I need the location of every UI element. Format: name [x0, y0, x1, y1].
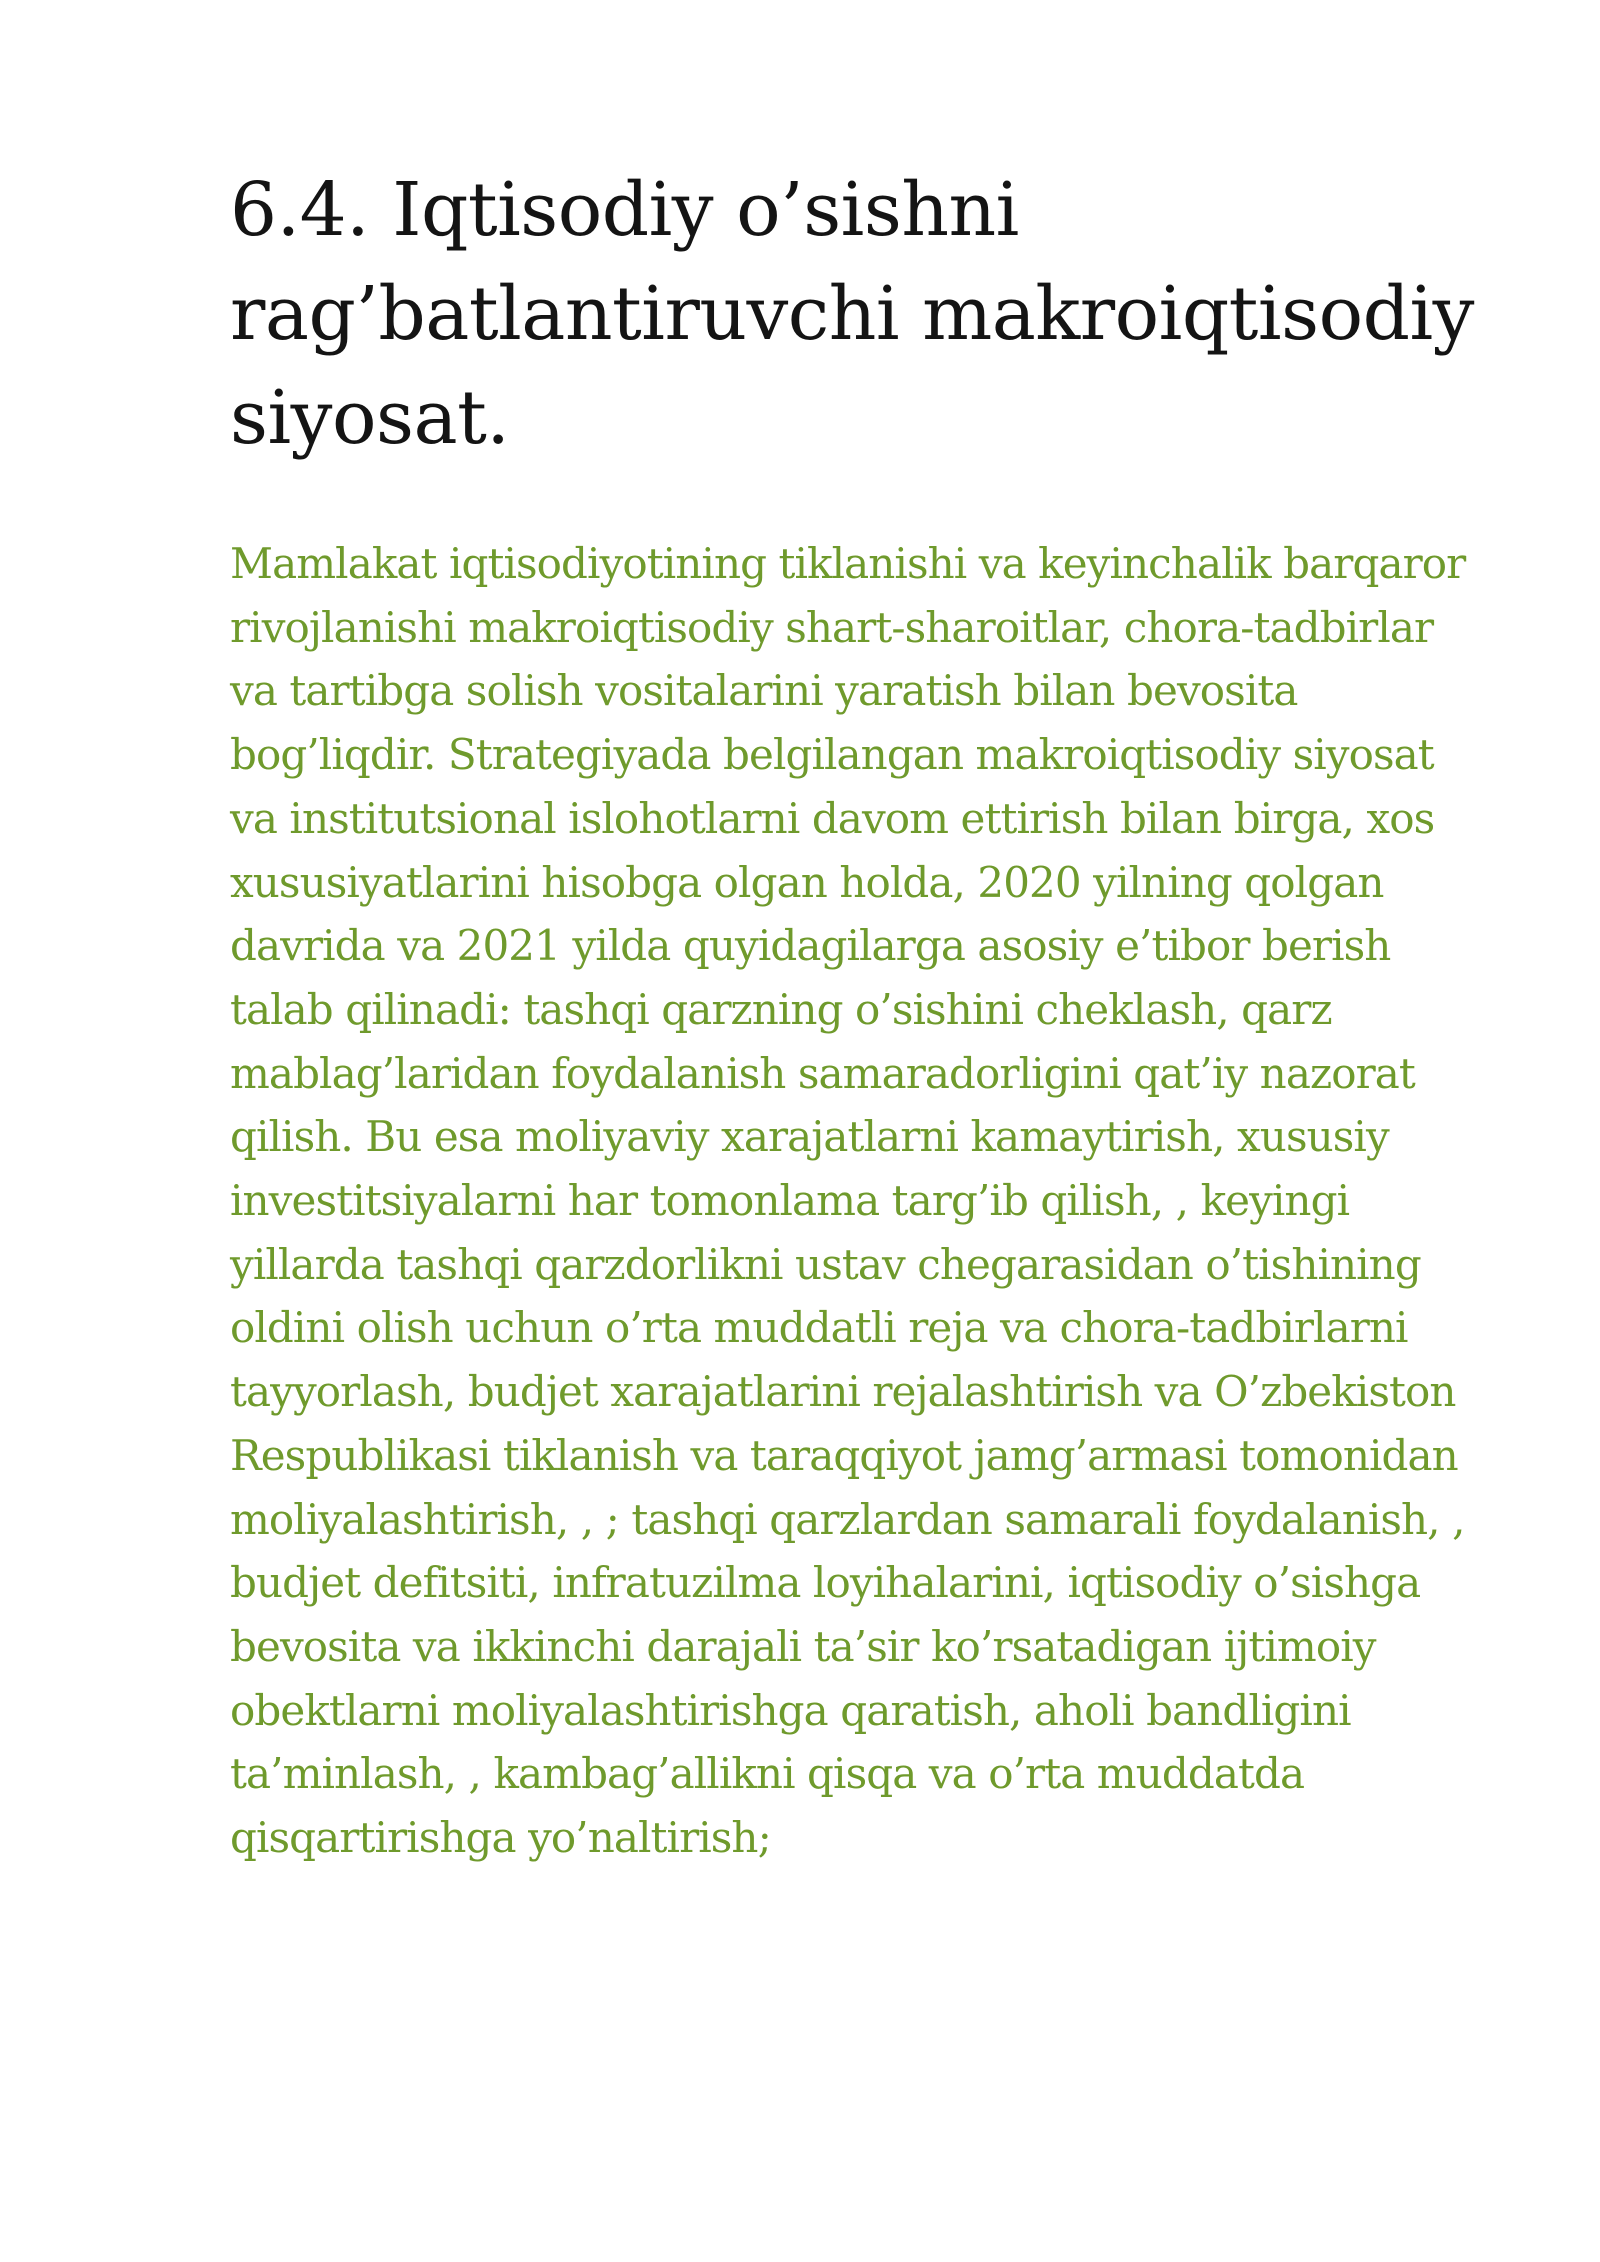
paragraph-line: tayyorlash, budjet xarajatlarini rejalashtirish va O’zbekiston	[230, 1367, 1456, 1417]
paragraph-line: rivojlanishi makroiqtisodiy shart-sharoitlar, chora-tadbirlar	[230, 602, 1434, 652]
body-paragraph	[230, 532, 1510, 1870]
paragraph-line: Mamlakat iqtisodiyotining tiklanishi va keyinchalik barqaror	[230, 539, 1466, 588]
paragraph-line: bog’liqdir. Strategiyada belgilangan makroiqtisodiy siyosat	[230, 730, 1434, 780]
paragraph-line: oldini olish uchun o’rta muddatli reja va chora-tadbirlarni	[230, 1303, 1408, 1353]
paragraph-line: qisqartirishga yo’naltirish;	[230, 1813, 771, 1863]
paragraph-line: Respublikasi tiklanish va taraqqiyot jamg’armasi tomonidan	[230, 1430, 1458, 1480]
paragraph-line: budjet defitsiti, infratuzilma loyihalarini, iqtisodiy o’sishga	[230, 1558, 1421, 1608]
paragraph-line: davrida va 2021 yilda quyidagilarga asosiy e’tibor berish	[230, 921, 1391, 971]
paragraph-line: moliyalashtirish, , ; tashqi qarzlardan samarali foydalanish, ,	[230, 1494, 1465, 1544]
paragraph-line: mablag’laridan foydalanish samaradorligini qat’iy nazorat	[230, 1048, 1415, 1098]
paragraph-line: ta’minlash, , kambag’allikni qisqa va o’rta muddatda	[230, 1749, 1305, 1799]
paragraph-line: xususiyatlarini hisobga olgan holda, 2020 yilning qolgan	[230, 857, 1384, 907]
paragraph-line: yillarda tashqi qarzdorlikni ustav chegarasidan o’tishining	[230, 1239, 1421, 1289]
paragraph-line: obektlarni moliyalashtirishga qaratish, aholi bandligini	[230, 1685, 1351, 1735]
paragraph-line: va tartibga solish vositalarini yaratish bilan bevosita	[230, 666, 1298, 716]
paragraph-line: investitsiyalarni har tomonlama targ’ib qilish, , keyingi	[230, 1176, 1350, 1226]
section-heading	[230, 158, 1474, 470]
heading-line: 6.4. Iqtisodiy o’sishni	[230, 167, 1019, 253]
paragraph-line: bevosita va ikkinchi darajali ta’sir ko’rsatadigan ijtimoiy	[230, 1621, 1376, 1671]
paragraph-line: talab qilinadi: tashqi qarzning o’sishini cheklash, qarz	[230, 984, 1332, 1034]
paragraph-line: qilish. Bu esa moliyaviy xarajatlarni kamaytirish, xususiy	[230, 1112, 1389, 1162]
heading-line: rag’batlantiruvchi makroiqtisodiy	[230, 271, 1474, 357]
heading-line: siyosat.	[230, 375, 510, 461]
paragraph-line: va institutsional islohotlarni davom ettirish bilan birga, xos	[230, 793, 1435, 843]
